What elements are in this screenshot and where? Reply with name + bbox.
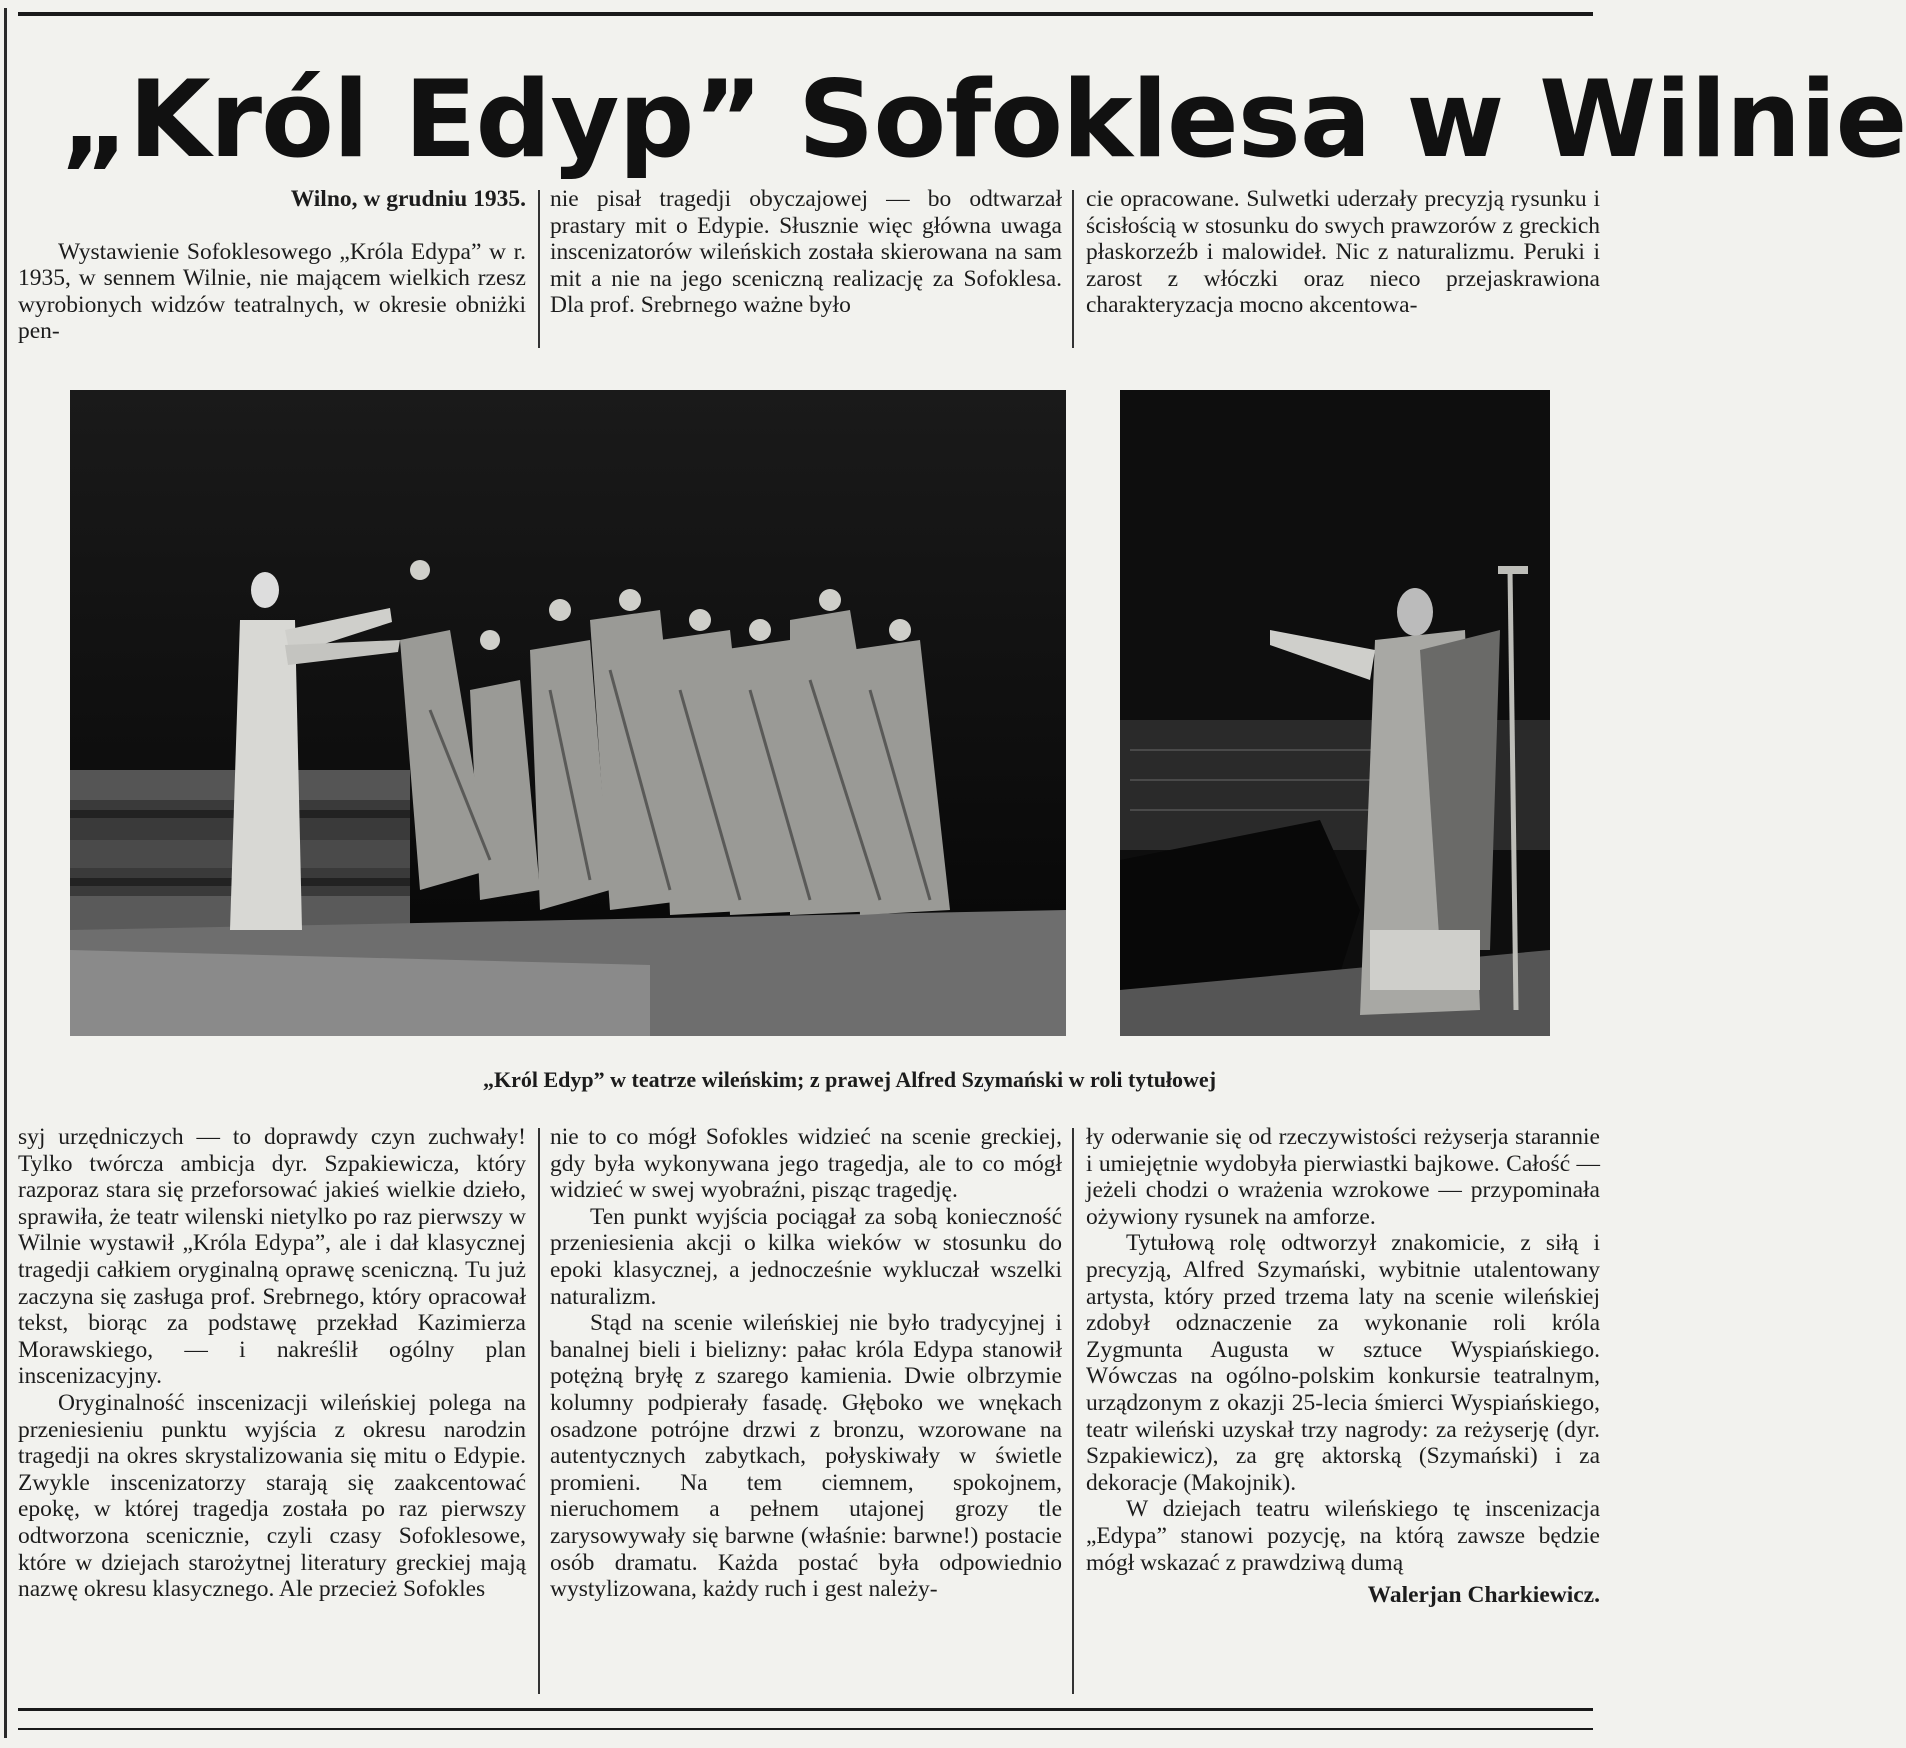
photo-caption: „Król Edyp” w teatrze wileńskim; z prawej Alfred Szymański w roli tytułowej [482,1067,1217,1092]
bottom-column-3 [1086,1124,1600,1710]
stage-photo-chorus-image [70,390,1066,1036]
stage-photo-chorus [70,390,1066,1036]
column-divider [1072,1128,1074,1694]
column-divider [1072,190,1074,348]
top-column-3-text: cie opracowane. Sulwetki uderzały precyzją rysunku i ścisłością w stosunku do swych prawzorów z greckich płaskorzeźb i malowideł. Nic z naturalizmu. Peruki i zarost z włóczki oraz nieco przejaskrawiona charakteryzacja mocno akcentowa- [1086,186,1600,319]
bottom-rule-thin [18,1728,1593,1730]
bottom-column-3-para-2: Tytułową rolę odtworzył znakomicie, z siłą i precyzją, Alfred Szymański, wybitnie utalentowany artysta, który przed trzema laty na scenie wileńskiej zdobył odznaczenie za wykonanie roli króla Zygmunta Augusta w sztuce Wyspiańskiego. Wówczas na ogólno-polskim konkursie teatralnym, urządzonym z okazji 25-lecia śmierci Wyspiańskiego, teatr wileński uzyskał trzy nagrody: za reżyserję (dyr. Szpakiewicz), za grę aktorską (Szymański) i za dekoracje (Makojnik). [1086,1230,1600,1496]
column-divider [538,190,540,348]
bottom-rule [18,1708,1593,1711]
top-column-3 [1086,186,1600,352]
top-column-2-text: nie pisał tragedji obyczajowej — bo odtwarzał prastary mit o Edypie. Słusznie więc główna uwaga inscenizatorów wileńskich została skierowana na sam mit a nie na jego sceniczną realizację za Sofoklesa. Dla prof. Srebrnego ważne było [550,186,1062,319]
bottom-column-2-para-1: nie to co mógł Sofokles widzieć na scenie greckiej, gdy była wykonywana jego tragedja, ale to co mógł widzieć w swej wyobraźni, pisząc tragedję. [550,1124,1062,1204]
headline: „Król Edyp” Sofoklesa w Wilnie [60,58,1906,181]
bottom-column-2-para-2: Ten punkt wyjścia pociągał za sobą konieczność przeniesienia akcji o kilka wieków w stosunku do epoki klasycznej, a jednocześnie wykluczał wszelki naturalizm. [550,1203,1062,1310]
bottom-column-2 [550,1124,1062,1710]
bottom-column-1-para-1: syj urzędniczych — to doprawdy czyn zuchwały! Tylko twórcza ambicja dyr. Szpakiewicza, który razporaz stara się przeforsować jakieś wielkie dzieło, sprawiła, że teatr wilenski nietylko po raz pierwszy w Wilnie wystawił „Króla Edypa”, ale i dał klasycznej tragedji całkiem oryginalną oprawę sceniczną. Tu już zaczyna się zasługa prof. Srebrnego, który opracował tekst, biorąc za podstawę przekład Kazimierza Morawskiego, — i nakreślił ogólny plan inscenizacyjny. [18,1124,526,1390]
top-column-2 [550,186,1062,352]
top-rule [18,12,1593,16]
bottom-column-2-para-3: Stąd na scenie wileńskiej nie było tradycyjnej i banalnej bieli i bielizny: pałac króla Edypa stanowił potężną bryłę z szarego kamienia. Dwie olbrzymie kolumny podpierały fasadę. Głęboko we wnękach osadzone potrójne drzwi z bronzu, wzorowane na autentycznych zabytkach, połyskiwały w świetle promieni. Na tem ciemnem, spokojnem, nieruchomem a pełnem utajonej grozy tle zarysowywały się barwne (właśnie: barwne!) postacie osób dramatu. Każda postać była odpowiednio wystylizowana, każdy ruch i gest należy- [550,1310,1062,1603]
author-signature: Walerjan Charkiewicz. [1367,1582,1600,1609]
top-column-1-text: Wystawienie Sofoklesowego „Króla Edypa” w r. 1935, w sennem Wilnie, nie mającem wielkich rzesz wyrobionych widzów teatralnych, w okresie obniżki pen- [18,238,526,345]
bottom-column-1-para-2: Oryginalność inscenizacji wileńskiej polega na przeniesieniu punktu wyjścia z okresu narodzin tragedji na okres skrystalizowania się mitu o Edypie. Zwykle inscenizatorzy starają się zaakcentować epokę, w której tragedja została po raz pierwszy odtworzona scenicznie, czyli czasy Sofoklesowe, które w dziejach starożytnej literatury greckiej mają nazwę okresu klasycznego. Ale przecież Sofokles [18,1389,526,1603]
column-divider [538,1128,540,1694]
bottom-column-1 [18,1124,526,1710]
bottom-column-3-para-1: ły oderwanie się od rzeczywistości reżyserja starannie i umiejętnie wydobyła pierwiastki bajkowe. Całość — jeżeli chodzi o wrażenia wzrokowe — przypominała ożywiony rysunek na amforze. [1086,1124,1600,1230]
dateline: Wilno, w grudniu 1935. [290,186,526,212]
stage-photo-oedipus-image [1120,390,1550,1036]
left-rule [4,8,7,1738]
top-column-1 [18,186,526,352]
bottom-column-3-para-3: W dziejach teatru wileńskiego tę inscenizacja „Edypa” stanowi pozycję, na którą zawsze będzie mógł wskazać z prawdziwą dumą [1086,1496,1600,1576]
stage-photo-oedipus [1120,390,1550,1036]
